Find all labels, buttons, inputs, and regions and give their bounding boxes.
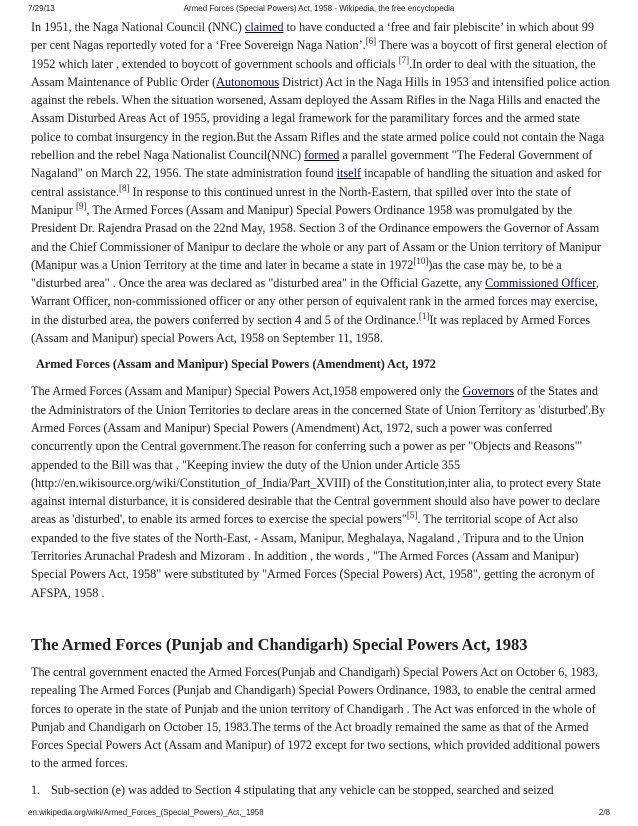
citation-8[interactable]: [8] [118, 182, 130, 193]
list-number: 1. [31, 782, 41, 797]
citation-7[interactable]: [7] [398, 54, 410, 65]
paragraph-amendment: The Armed Forces (Assam and Manipur) Special Powers Act,1958 empowered only the Governors of the States and the Administrators of the Union Territories to declare areas in the concerned State of Union Territory as 'disturbed'.By Armed Forces (Assam and Manipur) Special Powers (Amendment) Act, 1972, such a power was conferred concurrently upon the Central government.The reason for conferring such a power as per "Objects and Reasons"' appended to the Bill was that , "Keeping inview the duty of the Union under Article 355 (http://en.wikisource.org/wiki/Constitution_of_India/Part_XVIII) of the Constitution,inter alia, to protect every State against internal disturbance, it is considered desirable that the Central government should also have power to declare areas as 'disturbed', to enable its armed forces to exercise the special powers"[5]. The territorial scope of Act also expanded to the five states of the North-East, - Assam, Manipur, Meghalaya, Nagaland , Tripura and to the Union Territories Arunachal Pradesh and Mizoram . In addition , the words , "The Armed Forces (Assam and Manipur) Special Powers Act, 1958" were substituted by "Armed Forces (Special Powers) Act, 1958", getting the acronym of AFSPA, 1958 . [31, 384, 606, 600]
citation-6[interactable]: [6] [365, 36, 377, 47]
provisions-list [31, 781, 610, 799]
link-commissioned-officer[interactable]: Commissioned Officer [485, 276, 596, 291]
section-heading-punjab: The Armed Forces (Punjab and Chandigarh) Special Powers Act, 1983 [31, 634, 528, 654]
print-header [28, 4, 610, 16]
link-formed[interactable]: formed [304, 148, 340, 163]
citation-9[interactable]: [9] [76, 200, 87, 211]
link-claimed[interactable]: claimed [244, 20, 284, 34]
list-item-text: Sub-section (e) was added to Section 4 stipulating that any vehicle can be stopped, searched and seized [51, 782, 554, 797]
paragraph-punjab: The central government enacted the Armed Forces(Punjab and Chandigarh) Special Powers Act on October 6, 1983, repealing The Armed Forces (Punjab and Chandigarh) Special Powers Ordinance, 1983, to enable the central armed forces to operate in the state of Punjab and the union territory of Chandigarh . The Act was enforced in the whole of Punjab and Chandigarh on October 15, 1983.The terms of the Act broadly remained the same as that of the Armed Forces Special Powers Act (Assam and Manipur) of 1972 except for two sections, which provided additional powers to the armed forces. [31, 664, 600, 771]
print-url: en.wikipedia.org/wiki/Armed_Forces_(Special_Powers)_Act,_1958 [28, 808, 264, 817]
citation-1[interactable]: [1] [418, 310, 430, 321]
print-page-title: Armed Forces (Special Powers) Act, 1958 - Wikipedia, the free encyclopedia [183, 4, 455, 13]
link-itself[interactable]: itself [336, 166, 362, 181]
print-footer [28, 808, 610, 820]
list-item [31, 781, 610, 799]
link-governors[interactable]: Governors [462, 384, 514, 399]
paragraph-naga-history: In 1951, the Naga National Council (NNC) claimed to have conducted a ‘free and fair plebiscite’ in which about 99 per cent Nagas reportedly voted for a ‘Free Sovereign Naga Nation’.[6] There was a boycott of first general election of 1952 which later , extended to boycott of government schools and officials [7].In order to deal with the situation, the Assam Maintenance of Public Order (Autonomous District) Act in the Naga Hills in 1953 and intensified police action against the rebels. When the situation worsened, Assam deployed the Assam Rifles in the Naga Hills and enacted the Assam Disturbed Areas Act of 1955, providing a legal framework for the paramilitary forces and the armed state police to combat insurgency in the region.But the Assam Rifles and the state armed police could not contain the Naga rebellion and the rebel Naga Nationalist Council(NNC) formed a parallel government "The Federal Government of Nagaland" on March 22, 1956. The state administration found itself incapable of handling the situation and asked for central assistance.[8] In response to this continued unrest in the North-Eastern, that spilled over into the state of Manipur [9], The Armed Forces (Assam and Manipur) Special Powers Ordinance 1958 was promulgated by the President Dr. Rajendra Prasad on the 22nd May, 1958. Section 3 of the Ordinance empowers the Governor of Assam and the Chief Commissioner of Manipur to declare the whole or any part of Assam or the Union territory of Manipur (Manipur was a Union Territory at the time and later in became a state in 1972[10])as the case may be, to be a "disturbed area" . Once the area was declared as "disturbed area" in the Official Gazette, any Commissioned Officer, Warrant Officer, non-commissioned officer or any other person of equivalent rank in the armed forces may exercise, in the disturbed area, the powers conferred by section 4 and 5 of the Ordinance.[1]It was replaced by Armed Forces (Assam and Manipur) special Powers Act, 1958 on September 11, 1958. [31, 20, 610, 346]
citation-10[interactable]: [10] [413, 255, 429, 266]
page-number: 2/8 [598, 808, 610, 817]
link-autonomous[interactable]: Autonomous [216, 74, 280, 89]
article-content [31, 18, 610, 799]
citation-5[interactable]: [5] [406, 510, 418, 521]
print-date: 7/29/13 [28, 4, 55, 13]
subheading-amendment-1972: Armed Forces (Assam and Manipur) Special Powers (Amendment) Act, 1972 [36, 357, 436, 372]
